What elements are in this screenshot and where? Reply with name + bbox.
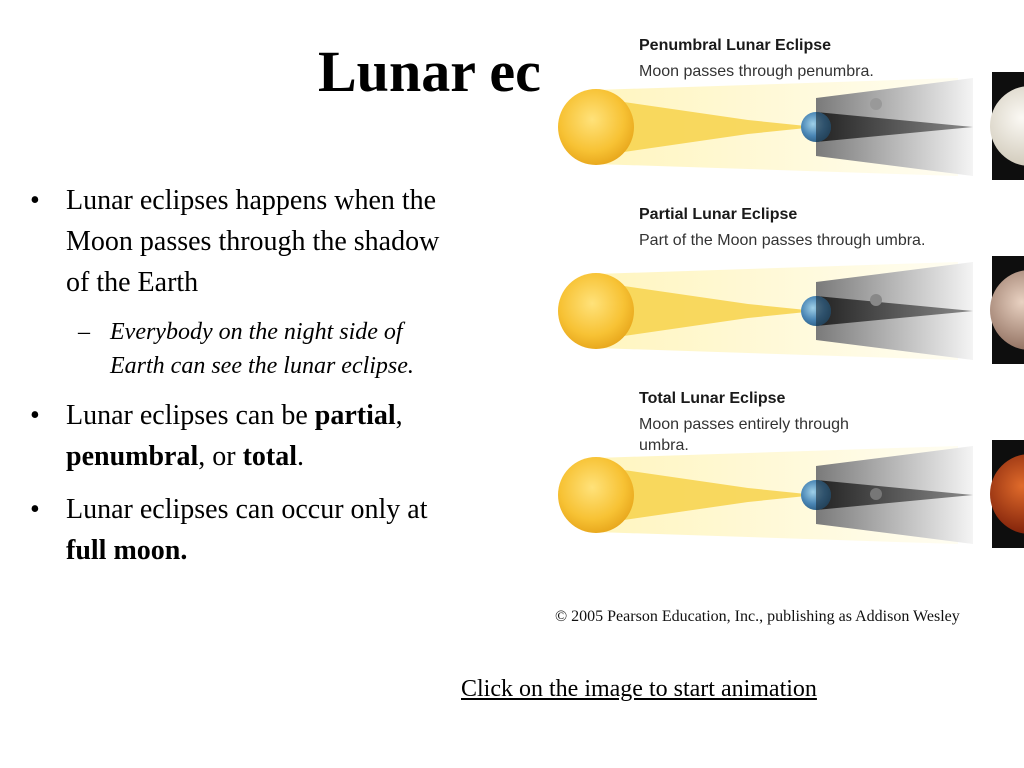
- bullet-text: [66, 494, 428, 566]
- panel-desc-total: Moon passes entirely through umbra.: [639, 416, 849, 454]
- start-animation-link[interactable]: Click on the image to start animation: [461, 676, 817, 702]
- bullet-list: [30, 180, 445, 583]
- text-run: ,: [395, 400, 403, 431]
- bold-penumbral: penumbral: [66, 441, 199, 472]
- text-run: .: [297, 441, 305, 472]
- bold-partial: partial: [314, 400, 396, 431]
- panel-desc-partial: Part of the Moon passes through umbra.: [639, 232, 926, 249]
- text-run: Lunar eclipses can occur only at: [66, 494, 428, 525]
- eclipse-diagram-graphic: [548, 28, 1024, 608]
- bullet-glyph: •: [30, 494, 40, 525]
- text-run: , or: [198, 441, 243, 472]
- bullet-item: [30, 489, 445, 571]
- bullet-glyph: •: [30, 185, 40, 216]
- panel-desc-penumbral: Moon passes through penumbra.: [639, 63, 874, 80]
- sub-bullet-text: Everybody on the night side of Earth can see the lunar eclipse.: [110, 319, 414, 379]
- text-run: Lunar eclipses can be: [66, 400, 315, 431]
- bullet-item: [30, 180, 445, 303]
- panel-title-total: Total Lunar Eclipse: [639, 390, 786, 407]
- panel-title-partial: Partial Lunar Eclipse: [639, 206, 798, 223]
- bold-full-moon: full moon.: [66, 535, 188, 566]
- bold-total: total: [242, 441, 298, 472]
- bullet-item: [30, 395, 445, 477]
- penumbral-eclipse-illustration: [558, 72, 1024, 180]
- bullet-glyph: •: [30, 400, 40, 431]
- panel-title-penumbral: Penumbral Lunar Eclipse: [639, 37, 832, 54]
- sub-bullet-glyph: –: [78, 319, 90, 345]
- sub-bullet-item: [30, 315, 445, 383]
- bullet-text: Lunar eclipses happens when the Moon passes through the shadow of the Earth: [66, 185, 440, 298]
- partial-eclipse-illustration: [558, 256, 1024, 364]
- slide-title: Lunar ec: [318, 39, 541, 104]
- eclipse-diagram-image[interactable]: [548, 28, 1024, 638]
- copyright-notice: © 2005 Pearson Education, Inc., publishing as Addison Wesley: [555, 608, 960, 625]
- total-eclipse-illustration: [558, 440, 1024, 548]
- bullet-text: [66, 400, 403, 472]
